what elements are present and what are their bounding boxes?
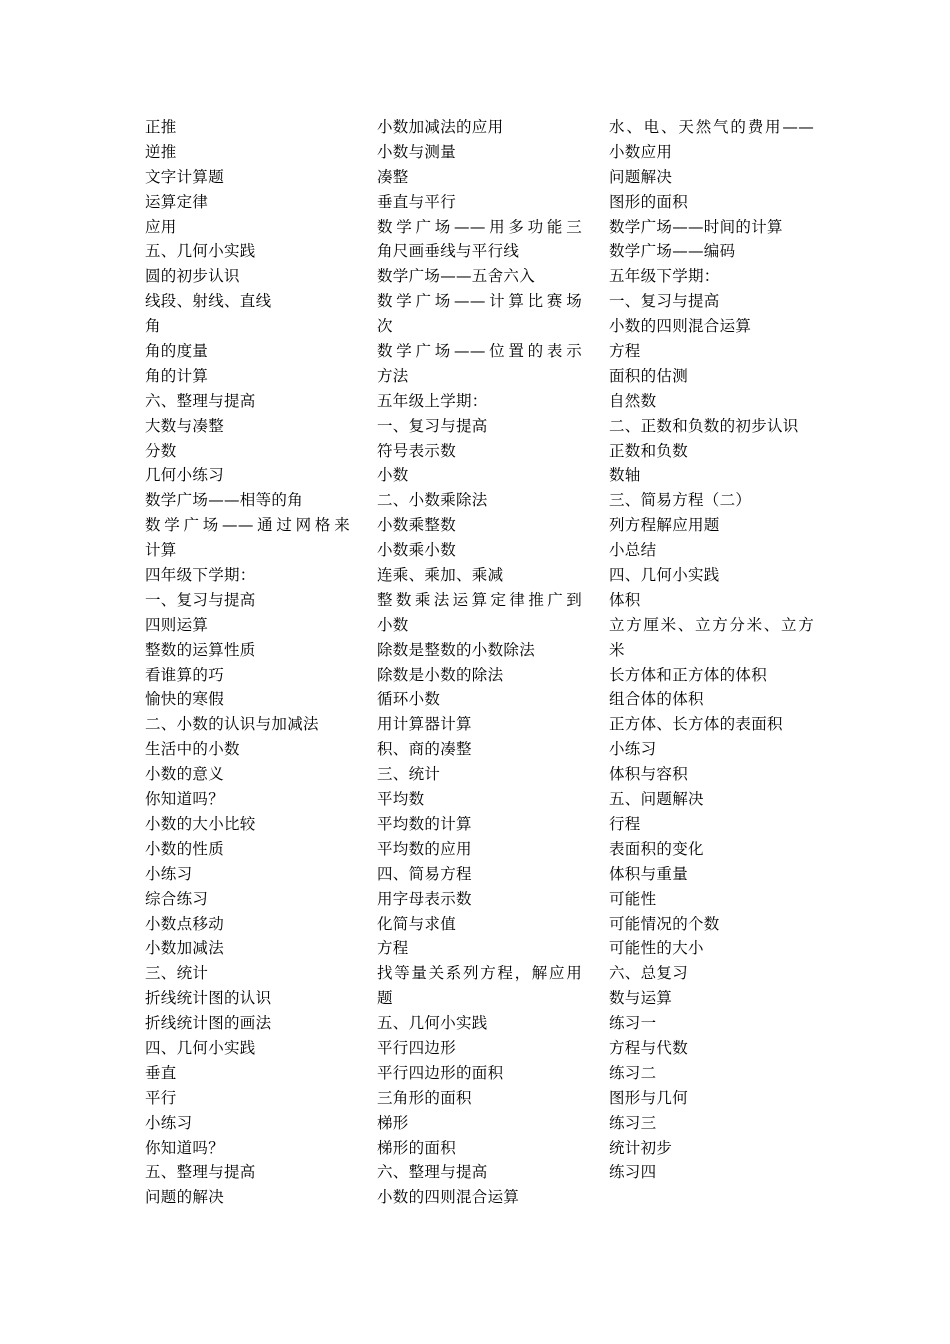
toc-line: 逆推 — [145, 142, 177, 161]
toc-line: 折线统计图的认识 — [145, 989, 272, 1008]
toc-line: 角的计算 — [145, 366, 209, 385]
toc-line: 六、整理与提高 — [377, 1163, 488, 1182]
toc-line: 四则运算 — [145, 615, 209, 634]
toc-line: 数学广场——位置的表示 — [377, 342, 582, 361]
toc-line: 小数加减法 — [145, 939, 225, 958]
toc-line: 小练习 — [609, 740, 657, 759]
toc-line: 平行四边形 — [377, 1038, 457, 1057]
toc-line: 一、复习与提高 — [609, 292, 720, 311]
toc-line: 数学广场——通过网格来 — [145, 516, 350, 535]
toc-line: 生活中的小数 — [145, 740, 240, 759]
toc-line: 自然数 — [609, 391, 657, 410]
toc-line: 平均数的计算 — [377, 814, 472, 833]
toc-line: 你知道吗？ — [145, 790, 225, 809]
toc-line: 二、小数的认识与加减法 — [145, 715, 319, 734]
toc-line: 一、复习与提高 — [145, 590, 256, 609]
toc-line: 角 — [145, 317, 161, 336]
toc-line: 正推 — [145, 118, 177, 136]
toc-line: 小数的大小比较 — [145, 814, 256, 833]
toc-line: 线段、射线、直线 — [145, 292, 272, 311]
toc-line: 水、电、天然气的费用—— — [609, 118, 814, 136]
toc-line: 面积的估测 — [609, 366, 689, 385]
toc-line: 数学广场——时间的计算 — [609, 217, 783, 236]
toc-line: 小练习 — [145, 1113, 193, 1132]
toc-line: 圆的初步认识 — [145, 267, 240, 286]
toc-line: 四、简易方程 — [377, 864, 472, 883]
toc-line: 三、统计 — [145, 964, 209, 983]
toc-line: 三、简易方程（二） — [609, 491, 752, 510]
toc-line: 几何小练习 — [145, 466, 225, 485]
toc-line: 数学广场——相等的角 — [145, 491, 304, 510]
toc-line: 循环小数 — [377, 690, 441, 709]
toc-line: 找等量关系列方程，解应用 — [377, 964, 582, 983]
toc-line: 小数的四则混合运算 — [377, 1188, 520, 1207]
toc-line: 正数和负数 — [609, 441, 689, 460]
toc-line: 方程与代数 — [609, 1038, 689, 1057]
toc-line: 五、整理与提高 — [145, 1163, 256, 1182]
toc-line: 五年级下学期： — [609, 267, 720, 286]
toc-line: 正方体、长方体的表面积 — [609, 715, 783, 734]
toc-line: 问题解决 — [609, 167, 673, 186]
toc-line: 图形与几何 — [609, 1088, 689, 1107]
toc-line: 小数 — [377, 615, 409, 634]
toc-line: 一、复习与提高 — [377, 416, 488, 435]
toc-line: 除数是整数的小数除法 — [377, 640, 536, 659]
toc-line: 垂直 — [145, 1063, 177, 1082]
toc-line: 问题的解决 — [145, 1188, 225, 1207]
toc-line: 数与运算 — [609, 989, 673, 1008]
toc-line: 小数 — [377, 466, 409, 485]
toc-line: 体积与容积 — [609, 765, 689, 784]
toc-line: 文字计算题 — [145, 167, 225, 186]
column-1 — [145, 115, 350, 1210]
toc-line: 平行四边形的面积 — [377, 1063, 504, 1082]
toc-line: 角的度量 — [145, 342, 209, 361]
toc-line: 看谁算的巧 — [145, 665, 225, 684]
toc-line: 题 — [377, 989, 393, 1008]
toc-line: 用计算器计算 — [377, 715, 472, 734]
toc-line: 梯形的面积 — [377, 1138, 457, 1157]
toc-line: 次 — [377, 317, 393, 336]
toc-line: 可能性 — [609, 889, 657, 908]
toc-line: 小练习 — [145, 864, 193, 883]
column-2 — [377, 115, 582, 1210]
toc-line: 数学广场——五舍六入 — [377, 267, 536, 286]
toc-line: 平行 — [145, 1088, 177, 1107]
toc-line: 应用 — [145, 217, 177, 236]
toc-line: 平均数的应用 — [377, 839, 472, 858]
toc-line: 数学广场——编码 — [609, 242, 736, 261]
toc-line: 积、商的凑整 — [377, 740, 472, 759]
toc-line: 除数是小数的除法 — [377, 665, 504, 684]
toc-line: 练习一 — [609, 1014, 657, 1033]
toc-line: 表面积的变化 — [609, 839, 704, 858]
toc-line: 练习二 — [609, 1063, 657, 1082]
toc-line: 愉快的寒假 — [145, 690, 225, 709]
toc-line: 六、整理与提高 — [145, 391, 256, 410]
toc-line: 你知道吗？ — [145, 1138, 225, 1157]
toc-line: 小数与测量 — [377, 142, 457, 161]
toc-line: 四、几何小实践 — [145, 1038, 256, 1057]
toc-line: 连乘、乘加、乘减 — [377, 566, 504, 585]
toc-line: 统计初步 — [609, 1138, 673, 1157]
toc-line: 五、几何小实践 — [145, 242, 256, 261]
toc-line: 二、小数乘除法 — [377, 491, 488, 510]
toc-line: 列方程解应用题 — [609, 516, 720, 535]
toc-line: 运算定律 — [145, 192, 209, 211]
toc-line: 四、几何小实践 — [609, 566, 720, 585]
toc-line: 体积与重量 — [609, 864, 689, 883]
toc-line: 立方厘米、立方分米、立方 — [609, 615, 814, 634]
toc-line: 角尺画垂线与平行线 — [377, 242, 520, 261]
toc-line: 小数的四则混合运算 — [609, 317, 752, 336]
toc-line: 可能性的大小 — [609, 939, 704, 958]
toc-line: 二、正数和负数的初步认识 — [609, 416, 799, 435]
toc-line: 数学广场——用多功能三 — [377, 217, 582, 236]
toc-line: 图形的面积 — [609, 192, 689, 211]
toc-line: 化简与求值 — [377, 914, 457, 933]
toc-line: 数学广场——计算比赛场 — [377, 292, 582, 311]
toc-line: 数轴 — [609, 466, 641, 485]
toc-line: 小数乘整数 — [377, 516, 457, 535]
toc-line: 方程 — [377, 939, 409, 958]
toc-line: 垂直与平行 — [377, 192, 457, 211]
column-3 — [609, 115, 814, 1185]
toc-line: 练习四 — [609, 1163, 657, 1182]
toc-line: 方法 — [377, 366, 409, 385]
toc-line: 整数乘法运算定律推广到 — [377, 590, 582, 609]
toc-line: 三、统计 — [377, 765, 441, 784]
toc-line: 五、几何小实践 — [377, 1014, 488, 1033]
toc-line: 平均数 — [377, 790, 425, 809]
toc-line: 六、总复习 — [609, 964, 689, 983]
toc-line: 小数加减法的应用 — [377, 118, 504, 136]
toc-line: 三角形的面积 — [377, 1088, 472, 1107]
toc-line: 体积 — [609, 590, 641, 609]
toc-line: 练习三 — [609, 1113, 657, 1132]
toc-line: 凑整 — [377, 167, 409, 186]
toc-line: 长方体和正方体的体积 — [609, 665, 768, 684]
toc-line: 分数 — [145, 441, 177, 460]
toc-line: 方程 — [609, 342, 641, 361]
toc-line: 小数应用 — [609, 142, 673, 161]
toc-line: 组合体的体积 — [609, 690, 704, 709]
toc-line: 整数的运算性质 — [145, 640, 256, 659]
toc-line: 综合练习 — [145, 889, 209, 908]
toc-line: 米 — [609, 640, 625, 659]
toc-line: 五年级上学期： — [377, 391, 488, 410]
toc-line: 用字母表示数 — [377, 889, 472, 908]
toc-line: 小数的性质 — [145, 839, 225, 858]
toc-line: 折线统计图的画法 — [145, 1014, 272, 1033]
toc-line: 大数与凑整 — [145, 416, 225, 435]
toc-line: 四年级下学期： — [145, 566, 256, 585]
toc-line: 行程 — [609, 814, 641, 833]
toc-line: 可能情况的个数 — [609, 914, 720, 933]
toc-line: 计算 — [145, 541, 177, 560]
toc-line: 小数乘小数 — [377, 541, 457, 560]
toc-line: 小数点移动 — [145, 914, 225, 933]
toc-line: 符号表示数 — [377, 441, 457, 460]
toc-line: 五、问题解决 — [609, 790, 704, 809]
toc-line: 小总结 — [609, 541, 657, 560]
toc-line: 梯形 — [377, 1113, 409, 1132]
toc-line: 小数的意义 — [145, 765, 225, 784]
